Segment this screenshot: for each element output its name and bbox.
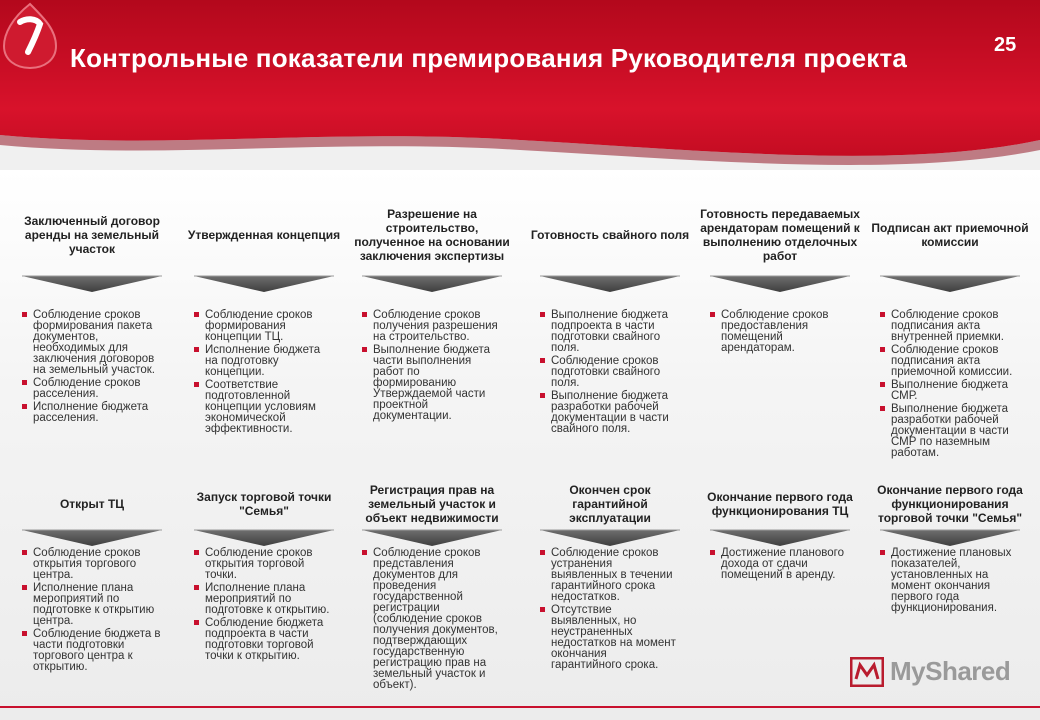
slide-header	[0, 0, 1040, 170]
chevron-down-icon	[362, 528, 502, 548]
chevron-down-icon	[194, 274, 334, 294]
criteria-item: Соблюдение сроков подписания акта внутренней приемки.	[880, 310, 1020, 343]
criteria-item: Достижение плановых показателей, установленных на момент окончания первого года функционирования.	[880, 548, 1020, 614]
criteria-item: Исполнение плана мероприятий по подготовке к открытию центра.	[22, 583, 162, 627]
bottom-row-heading-6: Окончание первого года функционирования торговой точки "Семья"	[877, 483, 1023, 525]
page-title: Контрольные показатели премирования Руководителя проекта	[70, 43, 908, 73]
chevron-down-icon	[540, 528, 680, 548]
criteria-item: Исполнение плана мероприятий по подготовке к открытию.	[194, 583, 334, 616]
criteria-item: Исполнение бюджета на подготовку концепции.	[194, 345, 334, 378]
top-row-criteria-list-4	[540, 310, 680, 437]
top-row-criteria-list-5	[710, 310, 850, 356]
top-row-criteria-list-3	[362, 310, 502, 424]
criteria-item: Выполнение бюджета подпроекта в части подготовки свайного поля.	[540, 310, 680, 354]
page-number: 25	[994, 34, 1017, 56]
criteria-item: Соблюдение сроков устранения выявленных в течении гарантийного срока недостатков.	[540, 548, 680, 603]
criteria-item: Соблюдение бюджета подпроекта в части подготовки торговой точки к открытию.	[194, 618, 334, 662]
bottom-row-heading-1: Открыт ТЦ	[59, 497, 125, 511]
bottom-row-heading-3: Регистрация прав на земельный участок и объект недвижимости	[365, 483, 499, 525]
criteria-item: Соблюдение сроков предоставления помещений арендаторам.	[710, 310, 850, 354]
chevron-down-icon	[880, 274, 1020, 294]
criteria-item: Соблюдение сроков подписания акта приемочной комиссии.	[880, 345, 1020, 378]
criteria-item: Соблюдение сроков представления документов для проведения государственной регистрации (соблюдение сроков получения документов, подтверждающих государственную регистрацию прав на земельный участок и объект).	[362, 548, 502, 691]
criteria-item: Соблюдение сроков расселения.	[22, 378, 162, 400]
criteria-item: Соблюдение сроков подготовки свайного поля.	[540, 356, 680, 389]
bottom-row-criteria-list-2	[194, 548, 334, 664]
bottom-row-heading-4: Окончен срок гарантийной эксплуатации	[569, 483, 651, 525]
chevron-down-icon	[22, 528, 162, 548]
criteria-item: Выполнение бюджета части выполнения работ по формированию Утверждаемой части проектной документации.	[362, 345, 502, 422]
criteria-item: Достижение планового дохода от сдачи помещений в аренду.	[710, 548, 850, 581]
criteria-item: Соблюдение сроков формирования концепции ТЦ.	[194, 310, 334, 343]
top-row-heading-6: Подписан акт приемочной комиссии	[871, 221, 1029, 249]
chevron-down-icon	[540, 274, 680, 294]
bottom-row-criteria-list-1	[22, 548, 162, 675]
bottom-row-criteria-list-3	[362, 548, 502, 693]
criteria-item: Выполнение бюджета разработки рабочей документации в части свайного поля.	[540, 391, 680, 435]
top-row-heading-1: Заключенный договор аренды на земельный участок	[24, 214, 160, 256]
brand-logo	[850, 656, 1010, 687]
bottom-row-heading-2: Запуск торговой точки "Семья"	[196, 490, 332, 518]
top-row-heading-4: Готовность свайного поля	[530, 228, 690, 242]
criteria-item: Исполнение бюджета расселения.	[22, 402, 162, 424]
top-row-heading-3: Разрешение на строительство, полученное на основании заключения экспертизы	[354, 207, 510, 263]
bottom-row-criteria-list-4	[540, 548, 680, 673]
chevron-down-icon	[710, 274, 850, 294]
bottom-row-criteria-list-6	[880, 548, 1020, 616]
bottom-row-heading-5: Окончание первого года функционирования ТЦ	[707, 490, 853, 518]
chevron-down-icon	[880, 528, 1020, 548]
bottom-divider	[0, 706, 1040, 708]
chevron-down-icon	[194, 528, 334, 548]
brand-drop-icon	[0, 0, 60, 70]
criteria-item: Соответствие подготовленной концепции условиям экономической эффективности.	[194, 380, 334, 435]
criteria-item: Выполнение бюджета СМР.	[880, 380, 1020, 402]
criteria-item: Соблюдение сроков получения разрешения на строительство.	[362, 310, 502, 343]
top-row-heading-5: Готовность передаваемых арендаторам помещений к выполнению отделочных работ	[700, 207, 860, 263]
top-row-criteria-list-2	[194, 310, 334, 437]
top-row-heading-2: Утвержденная концепция	[187, 228, 341, 242]
brand-name: MyShared	[890, 656, 1011, 686]
chevron-down-icon	[710, 528, 850, 548]
bottom-row-criteria-list-5	[710, 548, 850, 583]
brand-logo-icon	[850, 657, 884, 687]
header-wave-background	[0, 0, 1040, 170]
top-row-criteria-list-6	[880, 310, 1020, 461]
criteria-item: Выполнение бюджета разработки рабочей документации в части СМР по наземным работам.	[880, 404, 1020, 459]
criteria-item: Соблюдение бюджета в части подготовки торгового центра к открытию.	[22, 629, 162, 673]
criteria-item: Отсутствие выявленных, но неустраненных недостатков на момент окончания гарантийного срока.	[540, 605, 680, 671]
top-row-criteria-list-1	[22, 310, 162, 426]
criteria-item: Соблюдение сроков формирования пакета документов, необходимых для заключения договоров на земельный участок.	[22, 310, 162, 376]
criteria-item: Соблюдение сроков открытия торгового центра.	[22, 548, 162, 581]
chevron-down-icon	[22, 274, 162, 294]
chevron-down-icon	[362, 274, 502, 294]
criteria-item: Соблюдение сроков открытия торговой точки.	[194, 548, 334, 581]
